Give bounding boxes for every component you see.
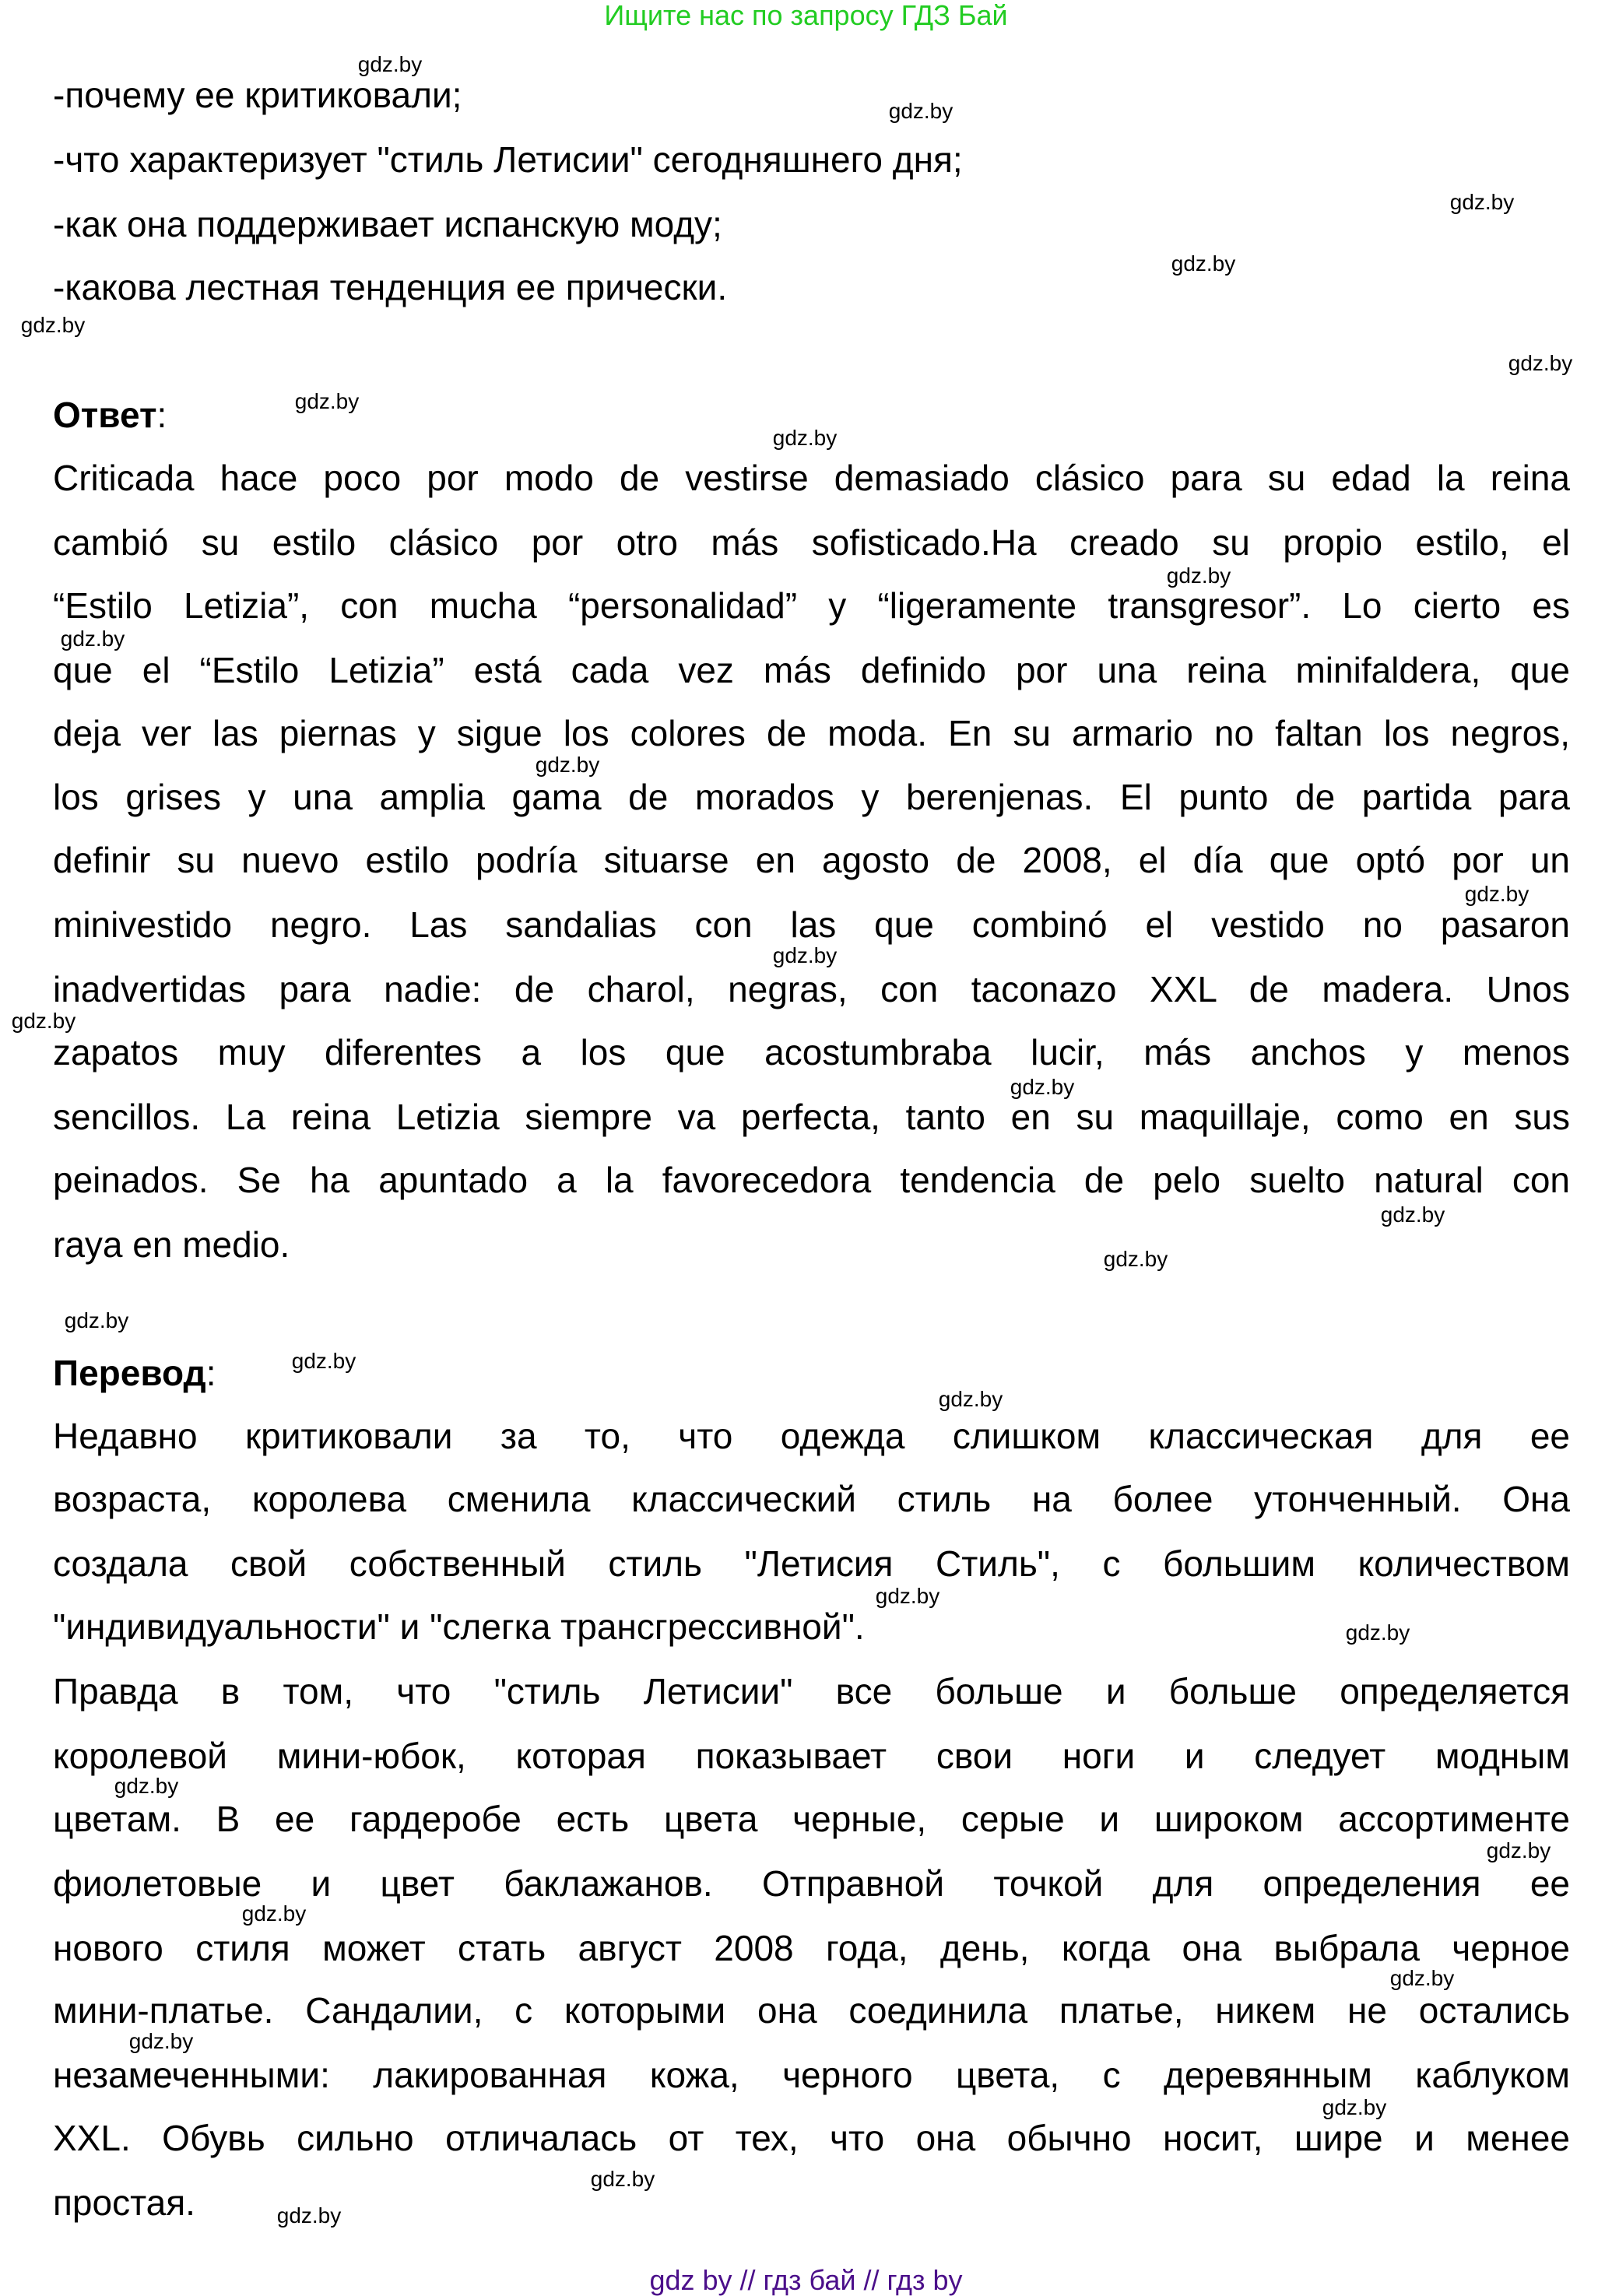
translation-line: незамеченными: лакированная кожа, черного цвета, с деревянным каблуком xyxy=(53,2055,1570,2095)
watermark: gdz.by xyxy=(1322,2095,1387,2119)
watermark: gdz.by xyxy=(938,1387,1003,1411)
question-line: -почему ее критиковали; xyxy=(53,75,462,115)
watermark: gdz.by xyxy=(294,389,360,413)
watermark: gdz.by xyxy=(875,1584,940,1608)
watermark: gdz.by xyxy=(1389,1966,1455,1990)
watermark: gdz.by xyxy=(1103,1247,1168,1271)
watermark: gdz.by xyxy=(1010,1075,1075,1099)
search-banner: Ищите нас по запросу ГДЗ Бай xyxy=(604,0,1008,31)
answer-line: los grises y una amplia gama de morados y berenjenas. El punto de partida para xyxy=(53,777,1570,817)
watermark: gdz.by xyxy=(291,1349,356,1373)
translation-line: XXL. Обувь сильно отличалась от тех, что она обычно носит, шире и менее xyxy=(53,2118,1570,2158)
answer-line: zapatos muy diferentes a los que acostumbraba lucir, más anchos y menos xyxy=(53,1032,1570,1073)
translation-heading xyxy=(53,1341,1570,1405)
translation-heading-colon: : xyxy=(205,1353,216,1393)
watermark: gdz.by xyxy=(888,99,954,123)
answer-line: “Estilo Letizia”, con mucha “personalidad” y “ligeramente transgresor”. Lo cierto es xyxy=(53,585,1570,626)
footer-links: gdz by // гдз бай // гдз by xyxy=(649,2264,963,2296)
question-line: -как она поддерживает испанскую моду; xyxy=(53,204,722,244)
watermark: gdz.by xyxy=(60,627,125,651)
watermark: gdz.by xyxy=(20,313,86,337)
translation-line: фиолетовые и цвет баклажанов. Отправной точкой для определения ее xyxy=(53,1863,1570,1904)
watermark: gdz.by xyxy=(276,2203,342,2228)
watermark: gdz.by xyxy=(535,753,600,777)
translation-line: возраста, королева сменила классический стиль на более утонченный. Она xyxy=(53,1479,1570,1519)
watermark: gdz.by xyxy=(1486,1838,1551,1862)
answer-line: Criticada hace poco por modo de vestirse demasiado clásico para su edad la reina xyxy=(53,458,1570,498)
answer-line: que el “Estilo Letizia” está cada vez más definido por una reina minifaldera, que xyxy=(53,650,1570,690)
watermark: gdz.by xyxy=(128,2029,194,2053)
watermark: gdz.by xyxy=(1345,1620,1410,1645)
answer-heading-text: Ответ xyxy=(53,395,157,435)
translation-line: создала свой собственный стиль "Летисия Стиль", с большим количеством xyxy=(53,1543,1570,1584)
watermark: gdz.by xyxy=(357,52,423,76)
watermark: gdz.by xyxy=(241,1901,307,1926)
watermark: gdz.by xyxy=(1449,190,1515,214)
answer-heading-colon: : xyxy=(156,395,167,435)
watermark: gdz.by xyxy=(64,1308,129,1332)
watermark: gdz.by xyxy=(1171,251,1236,276)
watermark: gdz.by xyxy=(772,426,838,450)
answer-line: raya en medio. xyxy=(53,1224,290,1265)
translation-line: королевой мини-юбок, которая показывает свои ноги и следует модным xyxy=(53,1736,1570,1776)
answer-line: deja ver las piernas y sigue los colores de moda. En su armario no faltan los negros, xyxy=(53,713,1570,753)
watermark: gdz.by xyxy=(590,2167,655,2191)
translation-line: нового стиля может стать август 2008 года, день, когда она выбрала черное xyxy=(53,1928,1570,1968)
translation-line: цветам. В ее гардеробе есть цвета черные, серые и широком ассортименте xyxy=(53,1799,1570,1839)
question-line: -что характеризует "стиль Летисии" сегодняшнего дня; xyxy=(53,139,963,180)
answer-line: inadvertidas para nadie: de charol, negras, con taconazo XXL de madera. Unos xyxy=(53,969,1570,1009)
watermark: gdz.by xyxy=(1166,563,1231,588)
watermark: gdz.by xyxy=(114,1774,179,1798)
answer-line: definir su nuevo estilo podría situarse en agosto de 2008, el día que optó por un xyxy=(53,840,1570,880)
answer-line: sencillos. La reina Letizia siempre va perfecta, tanto en su maquillaje, como en sus xyxy=(53,1097,1570,1137)
translation-line: "индивидуальности" и "слегка трансгрессивной". xyxy=(53,1606,865,1647)
translation-line: Правда в том, что "стиль Летисии" все больше и больше определяется xyxy=(53,1671,1570,1711)
watermark: gdz.by xyxy=(1464,882,1529,906)
answer-line: minivestido negro. Las sandalias con las que combinó el vestido no pasaron xyxy=(53,904,1570,945)
translation-heading-text: Перевод xyxy=(53,1353,206,1393)
watermark: gdz.by xyxy=(772,943,838,967)
question-line: -какова лестная тенденция ее прически. xyxy=(53,267,728,307)
answer-line: cambió su estilo clásico por otro más sofisticado.Ha creado su propio estilo, el xyxy=(53,522,1570,563)
translation-line: простая. xyxy=(53,2182,195,2223)
translation-line: мини-платье. Сандалии, с которыми она соединила платье, никем не остались xyxy=(53,1990,1570,2031)
watermark: gdz.by xyxy=(11,1009,76,1033)
watermark: gdz.by xyxy=(1380,1202,1445,1227)
translation-line: Недавно критиковали за то, что одежда слишком классическая для ее xyxy=(53,1416,1570,1456)
watermark: gdz.by xyxy=(1508,351,1573,375)
answer-line: peinados. Se ha apuntado a la favorecedora tendencia de pelo suelto natural con xyxy=(53,1160,1570,1200)
